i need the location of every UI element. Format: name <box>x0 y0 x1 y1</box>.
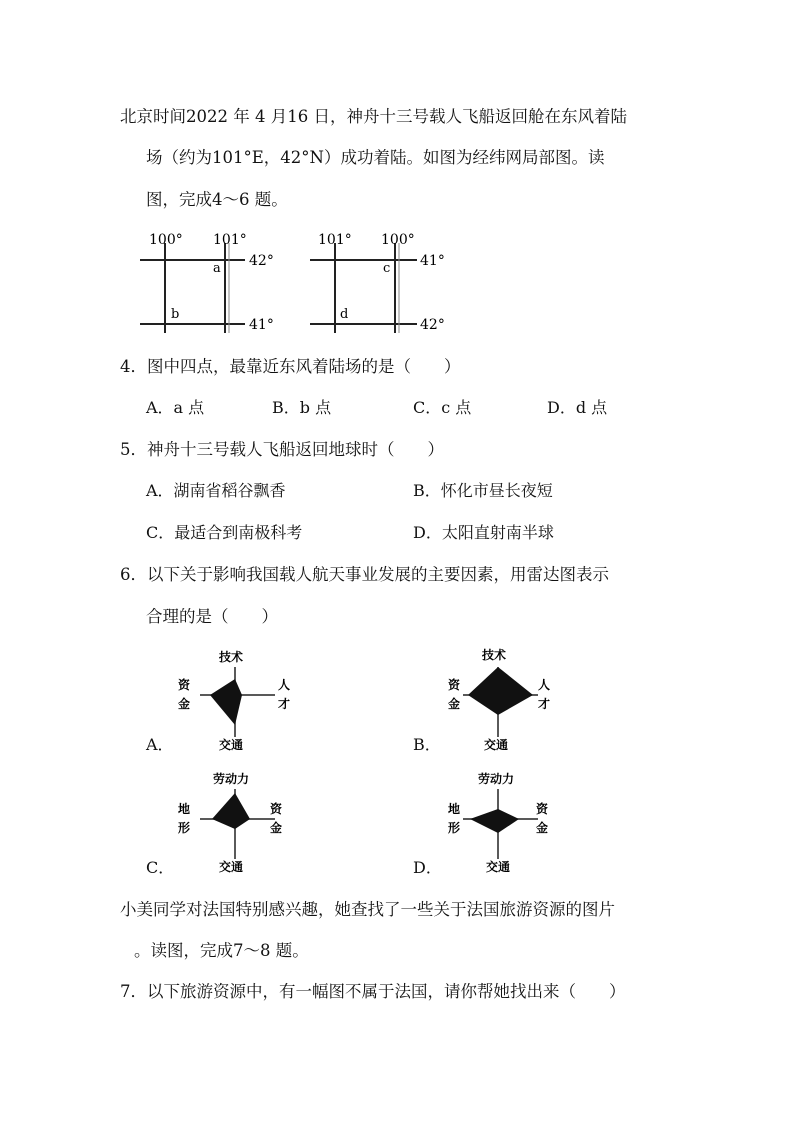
q5-stem: 5．神舟十三号载人飞船返回地球时（ ） <box>120 440 444 459</box>
grid-left-lat-2: 41° <box>249 317 274 333</box>
radar-b-shape <box>468 667 533 715</box>
radar-d-right-1: 资 <box>536 802 549 816</box>
radar-a-top: 技术 <box>219 650 244 664</box>
radar-d-shape <box>470 809 519 833</box>
intro2-line-2: 。读图，完成7～8 题。 <box>134 941 309 960</box>
q5-option-b[interactable]: B．怀化市昼长夜短 <box>413 481 553 500</box>
radar-b-left-1: 资 <box>448 678 461 692</box>
lat-lon-grid-figure <box>135 228 455 336</box>
radar-b-right-1: 人 <box>538 678 551 692</box>
q4-option-a[interactable]: A．a 点 <box>146 398 205 417</box>
radar-b-left-2: 金 <box>448 697 461 711</box>
intro-line-3: 图，完成4～6 题。 <box>146 190 288 209</box>
radar-c-bottom: 交通 <box>219 860 244 874</box>
radar-d-left-1: 地 <box>448 802 461 816</box>
radar-c-top: 劳动力 <box>213 772 250 786</box>
grid-left-lon-2: 101° <box>213 232 247 248</box>
radar-c-left-1: 地 <box>178 802 191 816</box>
radar-c-right-1: 资 <box>270 802 283 816</box>
q6-option-c-letter[interactable]: C． <box>146 858 175 877</box>
q5-option-d[interactable]: D．太阳直射南半球 <box>413 523 554 542</box>
q6-stem-line-1: 6．以下关于影响我国载人航天事业发展的主要因素，用雷达图表示 <box>120 565 609 584</box>
radar-b-bottom: 交通 <box>484 738 509 752</box>
radar-a-right-2: 才 <box>278 697 291 711</box>
q5-option-c[interactable]: C．最适合到南极科考 <box>146 523 303 542</box>
radar-a-shape <box>210 679 242 725</box>
radar-chart-d <box>433 767 563 877</box>
radar-c-left-2: 形 <box>178 821 191 835</box>
grid-left-lat-1: 42° <box>249 253 274 269</box>
radar-d-bottom: 交通 <box>486 860 511 874</box>
radar-d-left-2: 形 <box>448 821 461 835</box>
q6-stem-line-2: 合理的是（ ） <box>146 607 278 626</box>
grid-right-lat-1: 41° <box>420 253 445 269</box>
grid-point-a: a <box>213 261 221 276</box>
q6-option-d-letter[interactable]: D． <box>413 858 442 877</box>
radar-c-right-2: 金 <box>270 821 283 835</box>
radar-a-left-2: 金 <box>178 697 191 711</box>
radar-c-shape <box>212 793 250 829</box>
radar-a-right-1: 人 <box>278 678 291 692</box>
intro2-line-1: 小美同学对法国特别感兴趣，她查找了一些关于法国旅游资源的图片 <box>120 900 615 919</box>
radar-d-top: 劳动力 <box>478 772 515 786</box>
grid-point-c: c <box>383 261 391 276</box>
radar-b-right-2: 才 <box>538 697 551 711</box>
radar-chart-a <box>170 645 300 755</box>
radar-a-bottom: 交通 <box>219 738 244 752</box>
q7-stem: 7．以下旅游资源中，有一幅图不属于法国，请你帮她找出来（ ） <box>120 982 626 1001</box>
radar-chart-c <box>170 767 300 877</box>
grid-right-lat-2: 42° <box>420 317 445 333</box>
intro-line-1: 北京时间2022 年 4 月16 日，神舟十三号载人飞船返回舱在东风着陆 <box>120 107 627 126</box>
radar-d-right-2: 金 <box>536 821 549 835</box>
q4-option-d[interactable]: D．d 点 <box>547 398 608 417</box>
q4-option-b[interactable]: B．b 点 <box>272 398 332 417</box>
q6-option-b-letter[interactable]: B． <box>413 735 441 754</box>
grid-point-d: d <box>340 307 349 322</box>
grid-point-b: b <box>171 307 180 322</box>
q6-option-a-letter[interactable]: A． <box>146 735 174 754</box>
grid-left <box>140 232 274 333</box>
q4-stem: 4．图中四点，最靠近东风着陆场的是（ ） <box>120 357 461 376</box>
grid-right <box>310 232 445 333</box>
radar-a-left-1: 资 <box>178 678 191 692</box>
radar-chart-b <box>433 645 563 755</box>
grid-right-lon-2: 100° <box>381 232 415 248</box>
grid-left-lon-1: 100° <box>149 232 183 248</box>
q4-option-c[interactable]: C．c 点 <box>413 398 472 417</box>
radar-b-top: 技术 <box>482 648 507 662</box>
q5-option-a[interactable]: A．湖南省稻谷飘香 <box>146 481 286 500</box>
intro-line-2: 场（约为101°E，42°N）成功着陆。如图为经纬网局部图。读 <box>146 148 605 167</box>
grid-right-lon-1: 101° <box>318 232 352 248</box>
